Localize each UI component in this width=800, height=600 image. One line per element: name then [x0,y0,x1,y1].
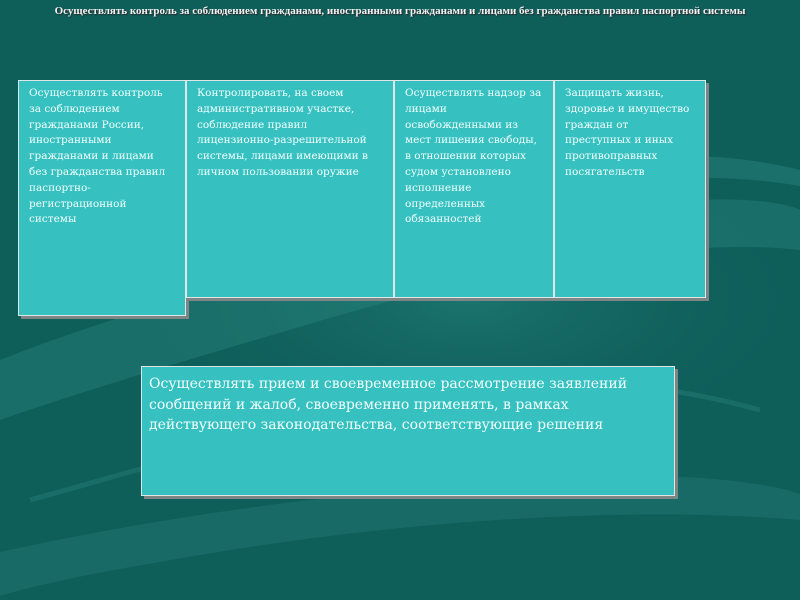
card-complaints-handling: Осуществлять прием и своевременное рассмотрение заявлений сообщений и жалоб, своевременно применять, в рамках действующего законодательства, соответствующие решения [141,366,675,496]
card-weapons-control: Контролировать, на своем административном участке, соблюдение правил лицензионно-разрешительной системы, лицами имеющими в личном пользовании оружие [186,80,394,298]
slide-title: Осуществлять контроль за соблюдением гражданами, иностранными гражданами и лицами без гражданства правил паспортной системы [54,5,746,17]
card-citizens-protection: Защищать жизнь, здоровье и имущество граждан от преступных и иных противоправных посягательств [554,80,706,298]
card-passport-control: Осуществлять контроль за соблюдением гражданами России, иностранными гражданами и лицами без гражданства правил паспортно-регистрационной системы [18,80,186,316]
card-released-supervision: Осуществлять надзор за лицами освобожденными из мест лишения свободы, в отношении которых судом установлено исполнение определенных обязанностей [394,80,554,298]
